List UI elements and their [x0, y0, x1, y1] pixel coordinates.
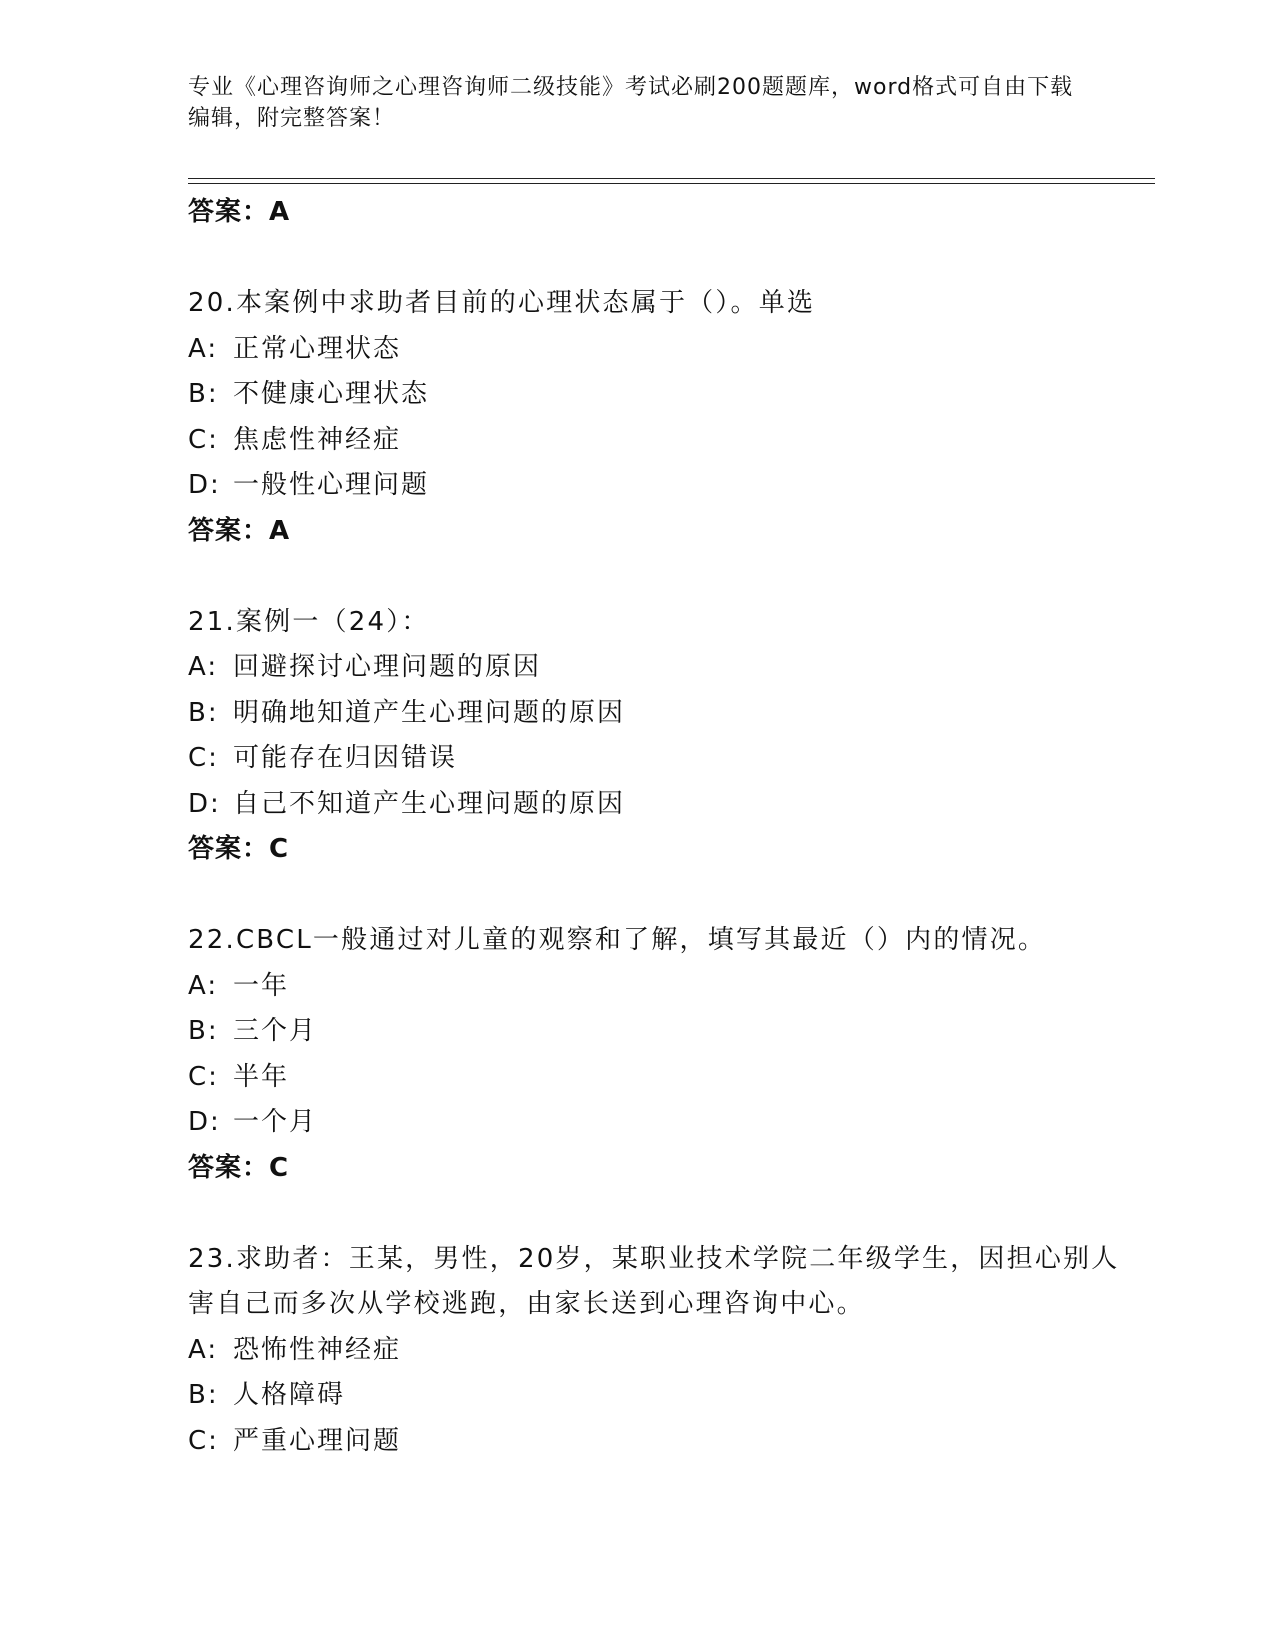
option-b [188, 691, 1128, 737]
option-label: B: [188, 1016, 219, 1046]
option-label: B: [188, 697, 219, 728]
option-a [188, 327, 1128, 373]
option-c [188, 418, 1128, 464]
option-text: 可能存在归因错误 [233, 743, 458, 773]
option-label: A: [188, 333, 219, 364]
option-c [188, 1055, 1128, 1101]
option-label: B: [188, 379, 219, 409]
question-stem: 20.本案例中求助者目前的心理状态属于（）。单选 [188, 288, 816, 318]
option-a [188, 645, 1128, 691]
question-stem: 22.CBCL一般通过对儿童的观察和了解，填写其最近（）内的情况。 [188, 925, 1047, 955]
question-stem: 23.求助者：王某，男性，20岁，某职业技术学院二年级学生，因担心别人害自己而多次从学校逃跑，由家长送到心理咨询中心。 [188, 1243, 1120, 1319]
option-label: C: [188, 1425, 219, 1456]
previous-answer: 答案：A [188, 197, 291, 227]
option-b [188, 1373, 1128, 1419]
header-divider-top [188, 178, 1155, 179]
option-b [188, 372, 1128, 418]
question-answer: 答案：C [188, 1152, 290, 1183]
option-a [188, 1328, 1128, 1374]
option-label: C: [188, 424, 219, 455]
option-text: 一年 [233, 970, 290, 1001]
option-text: 一般性心理问题 [233, 470, 430, 500]
option-label: A: [188, 1334, 219, 1365]
option-label: A: [188, 970, 219, 1001]
option-label: D: [188, 788, 221, 819]
option-text: 焦虑性神经症 [233, 424, 402, 455]
option-a [188, 964, 1128, 1010]
question-item [188, 281, 1128, 554]
option-c [188, 736, 1128, 782]
option-d [188, 782, 1128, 828]
question-list [188, 190, 1128, 1464]
option-text: 不健康心理状态 [233, 379, 430, 409]
question-item [188, 1237, 1128, 1465]
option-text: 半年 [233, 1061, 290, 1092]
header-divider-bottom [188, 183, 1155, 184]
option-label: A: [188, 652, 219, 682]
question-item [188, 600, 1128, 873]
option-label: D: [188, 1107, 221, 1137]
question-answer: 答案：C [188, 834, 290, 864]
option-d [188, 1100, 1128, 1146]
option-text: 严重心理问题 [233, 1425, 402, 1456]
option-text: 三个月 [233, 1016, 318, 1046]
question-item [188, 918, 1128, 1191]
option-d [188, 463, 1128, 509]
option-c [188, 1419, 1128, 1465]
option-text: 自己不知道产生心理问题的原因 [233, 788, 626, 819]
option-label: D: [188, 470, 221, 500]
option-label: B: [188, 1380, 219, 1410]
option-b [188, 1009, 1128, 1055]
question-answer: 答案：A [188, 515, 291, 546]
option-text: 回避探讨心理问题的原因 [233, 652, 542, 682]
option-label: C: [188, 743, 219, 773]
option-text: 正常心理状态 [233, 333, 402, 364]
question-stem: 21.案例一（24）： [188, 606, 430, 637]
option-text: 人格障碍 [233, 1380, 346, 1410]
option-text: 恐怖性神经症 [233, 1334, 402, 1365]
option-label: C: [188, 1061, 219, 1092]
document-header: 专业《心理咨询师之心理咨询师二级技能》考试必刷200题题库，word格式可自由下载编辑，附完整答案！ [188, 75, 1074, 131]
option-text: 明确地知道产生心理问题的原因 [233, 697, 626, 728]
option-text: 一个月 [233, 1107, 318, 1137]
